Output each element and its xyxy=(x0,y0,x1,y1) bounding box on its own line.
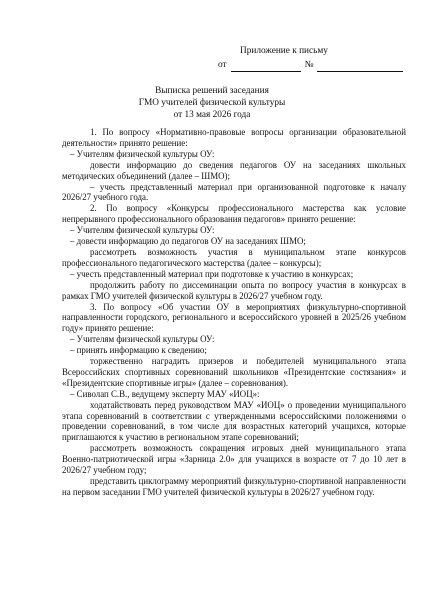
heading-line-3: от 13 мая 2026 года xyxy=(173,110,251,120)
dash-item: ‒ довести информацию до педагогов ОУ на заседаниях ШМО; xyxy=(70,236,306,247)
annex-block xyxy=(218,44,403,72)
dash-item: продолжить работу по диссеминации опыта по вопросу участия в конкурсах в рамках ГМО учителей физической культуры в 2026/27 учебном году. xyxy=(62,279,406,301)
dash-item: представить циклограмму мероприятий физкультурно-спортивной направленности на первом заседании ГМО учителей физической культуры в 2026/27 учебном году. xyxy=(62,476,406,497)
annex-number-label: № xyxy=(304,60,314,70)
addressee-line: ‒ Сиволап С.В., ведущему эксперту МАУ «ИОЦ»: xyxy=(70,388,260,399)
decisions-body xyxy=(62,127,406,498)
dash-item: довести информацию до сведения педагогов ОУ на заседаниях школьных методических объединений (далее – ШМО); xyxy=(62,159,406,181)
addressee-line: ‒ Учителям физической культуры ОУ: xyxy=(70,148,215,159)
dash-mark: ‒ xyxy=(70,334,75,345)
annex-title: Приложение к письму xyxy=(240,46,328,56)
annex-from-label: от xyxy=(218,60,227,70)
heading-line-2: ГМО учителей физической культуры xyxy=(138,98,286,108)
dash-mark: ‒ xyxy=(70,268,75,279)
item-heading: 3. По вопросу «Об участии ОУ в мероприятиях физкультурно-спортивной направленности городского, регионального и всероссийского уровней в 2025/26 учебном году» принято решение: xyxy=(62,301,406,334)
dash-item: ‒ учесть представленный материал при организованной подготовке к началу 2026/27 учебного года. xyxy=(62,181,407,203)
dash-item: ‒ учесть представленный материал при подготовке к участию в конкурсах; xyxy=(70,268,354,279)
dash-mark: ‒ xyxy=(70,148,75,159)
dash-item: ‒ принять информацию к сведению; xyxy=(70,345,207,356)
dash-mark: ‒ xyxy=(70,345,75,356)
document-heading xyxy=(0,85,424,121)
annex-number-blank xyxy=(317,61,403,72)
dash-item: ходатайствовать перед руководством МАУ «ИОЦ» о проведении муниципального этапа соревнований в соответствии с утвержденными всероссийскими положениями о проведении соревнований, в том числе для возрастных категорий учащихся, которые приглашаются к участию в региональном этапе соревнований; xyxy=(62,399,406,443)
item-heading: 2. По вопросу «Конкурсы профессионального мастерства как условие непрерывного профессионального образования педагогов» принято решение: xyxy=(62,203,406,225)
dash-item: рассмотреть возможность участия в муниципальном этапе конкурсов профессионального педагогического мастерства (далее – конкурсы); xyxy=(62,246,406,268)
annex-date-blank xyxy=(231,61,301,72)
dash-item: торжественно наградить призеров и победителей муниципального этапа Всероссийских спортивных соревнований школьников «Президентские состязания» и «Президентские спортивные игры» (далее – соревнования). xyxy=(62,356,406,388)
addressee-line: ‒ Учителям физической культуры ОУ: xyxy=(70,334,215,345)
addressee-line: ‒ Учителям физической культуры ОУ: xyxy=(70,225,215,236)
dash-mark: ‒ xyxy=(90,181,95,192)
annex-date-number-line xyxy=(218,58,403,72)
dash-item: рассмотреть возможность сокращения игровых дней муниципального этапа Военно-патриотической игры «Зарница 2.0» для учащихся в возрасте от 7 до 10 лет в 2026/27 учебном году; xyxy=(62,443,406,476)
heading-line-1: Выписка решений заседания xyxy=(155,86,269,96)
dash-mark: ‒ xyxy=(70,225,75,236)
item-heading: 1. По вопросу «Нормативно-правовые вопросы организации образовательной деятельности» принято решение: xyxy=(62,127,406,148)
dash-mark: ‒ xyxy=(70,388,75,399)
dash-mark: ‒ xyxy=(70,236,75,247)
